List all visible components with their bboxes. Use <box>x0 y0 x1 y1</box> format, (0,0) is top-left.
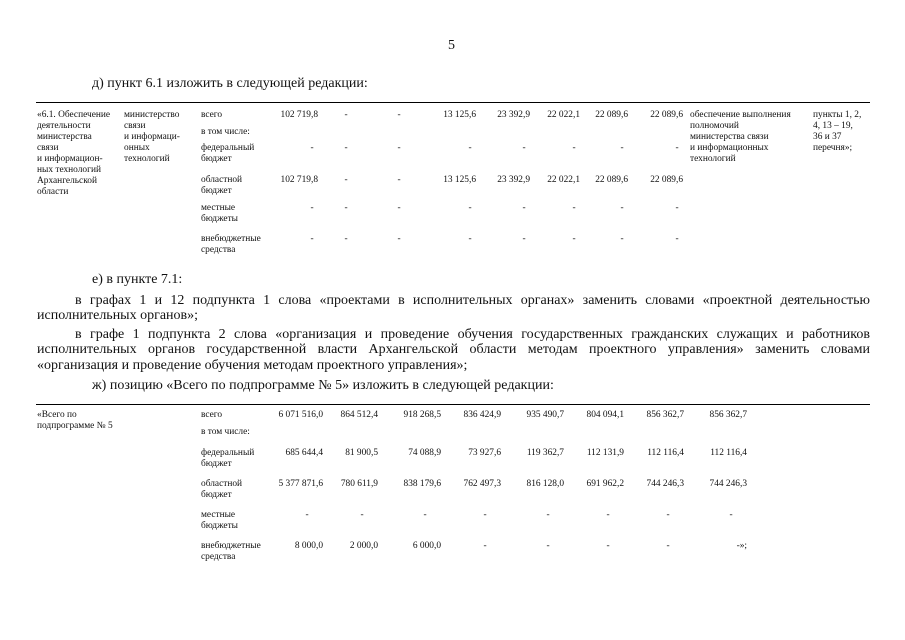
cell-funding-value: 22 089,6 <box>650 175 683 185</box>
cell-funding-value: -»; <box>736 541 747 551</box>
cell-funding-value: - <box>344 175 348 185</box>
cell-linked-points: 36 и 37 <box>813 132 842 142</box>
cell-funding-value: 864 512,4 <box>340 410 378 420</box>
cell-funding-value: 691 962,2 <box>586 479 624 489</box>
cell-funding-source: внебюджетные <box>201 234 261 244</box>
cell-funding-value: 836 424,9 <box>463 410 501 420</box>
cell-funding-value: - <box>675 143 679 153</box>
cell-program-name: «6.1. Обеспечение <box>37 110 111 120</box>
paragraph-line: исполнительных органов государственной власти Архангельской области методам проектного управления» заменить словами <box>37 342 870 357</box>
cell-expected-result: технологий <box>690 154 736 164</box>
cell-funding-value: - <box>468 203 472 213</box>
cell-funding-source: средства <box>201 245 236 255</box>
cell-funding-source: местные <box>201 510 236 520</box>
cell-executor: министерство <box>124 110 180 120</box>
cell-funding-value: - <box>344 203 348 213</box>
cell-funding-value: - <box>666 541 670 551</box>
paragraph-line: ж) позицию «Всего по подпрограмме № 5» изложить в следующей редакции: <box>92 378 554 393</box>
table2-top-rule <box>36 404 870 405</box>
cell-funding-value: 112 116,4 <box>710 448 747 458</box>
cell-funding-value: - <box>675 203 679 213</box>
cell-funding-value: - <box>620 234 624 244</box>
cell-funding-value: 23 392,9 <box>497 175 530 185</box>
cell-funding-value: 780 611,9 <box>340 479 378 489</box>
cell-funding-value: - <box>572 143 576 153</box>
cell-funding-value: 8 000,0 <box>294 541 323 551</box>
cell-funding-value: 5 377 871,6 <box>278 479 323 489</box>
cell-funding-value: 23 392,9 <box>497 110 530 120</box>
cell-funding-value: 102 719,8 <box>280 175 318 185</box>
cell-funding-source: областной <box>201 479 243 489</box>
cell-funding-value: 856 362,7 <box>709 410 747 420</box>
cell-funding-value: - <box>344 143 348 153</box>
cell-funding-source: бюджеты <box>201 214 238 224</box>
cell-funding-source: федеральный <box>201 143 255 153</box>
cell-funding-value: 6 000,0 <box>412 541 441 551</box>
cell-funding-value: - <box>397 143 401 153</box>
cell-funding-value: - <box>572 234 576 244</box>
cell-funding-value: - <box>546 541 550 551</box>
cell-total-label: «Всего по <box>37 410 77 420</box>
cell-expected-result: министерства связи <box>690 132 769 142</box>
cell-funding-value: - <box>606 510 610 520</box>
cell-expected-result: обеспечение выполнения <box>690 110 791 120</box>
page-number: 5 <box>448 38 455 53</box>
cell-funding-value: 856 362,7 <box>646 410 684 420</box>
cell-linked-points: 4, 13 – 19, <box>813 121 853 131</box>
cell-funding-value: 22 022,1 <box>547 110 580 120</box>
cell-funding-value: - <box>468 143 472 153</box>
cell-funding-value: 22 022,1 <box>547 175 580 185</box>
cell-funding-source: бюджет <box>201 490 232 500</box>
cell-funding-value: - <box>546 510 550 520</box>
cell-funding-source: бюджеты <box>201 521 238 531</box>
paragraph-line: исполнительных органов»; <box>37 308 199 323</box>
cell-funding-value: 2 000,0 <box>349 541 378 551</box>
cell-funding-source: бюджет <box>201 186 232 196</box>
cell-linked-points: перечня»; <box>813 143 853 153</box>
cell-program-name: деятельности <box>37 121 91 131</box>
cell-funding-value: 762 497,3 <box>463 479 501 489</box>
cell-funding-source: в том числе: <box>201 427 250 437</box>
cell-funding-value: - <box>397 234 401 244</box>
cell-funding-value: 112 131,9 <box>586 448 624 458</box>
cell-program-name: связи <box>37 143 59 153</box>
cell-funding-value: - <box>606 541 610 551</box>
cell-funding-value: - <box>522 203 526 213</box>
cell-program-name: и информацион- <box>37 154 103 164</box>
cell-funding-value: 6 071 516,0 <box>278 410 323 420</box>
cell-funding-source: внебюджетные <box>201 541 261 551</box>
cell-funding-value: 73 927,6 <box>468 448 501 458</box>
cell-funding-value: 119 362,7 <box>526 448 564 458</box>
cell-funding-value: 13 125,6 <box>443 175 476 185</box>
cell-program-name: Архангельской <box>37 176 97 186</box>
cell-funding-value: 22 089,6 <box>595 175 628 185</box>
paragraph-line: е) в пункте 7.1: <box>92 272 183 287</box>
cell-funding-value: - <box>310 234 314 244</box>
cell-funding-value: 74 088,9 <box>408 448 441 458</box>
cell-funding-source: областной <box>201 175 243 185</box>
paragraph-line: в графе 1 подпункта 2 слова «организация и проведение обучения государственных гражданских служащих и работников <box>75 327 870 342</box>
cell-funding-value: - <box>305 510 309 520</box>
cell-funding-value: 935 490,7 <box>526 410 564 420</box>
cell-funding-source: федеральный <box>201 448 255 458</box>
cell-funding-source: местные <box>201 203 236 213</box>
cell-funding-value: 838 179,6 <box>403 479 441 489</box>
cell-funding-source: бюджет <box>201 154 232 164</box>
cell-funding-source: средства <box>201 552 236 562</box>
cell-funding-value: - <box>620 203 624 213</box>
cell-funding-value: - <box>397 110 401 120</box>
cell-executor: и информаци- <box>124 132 180 142</box>
cell-funding-value: - <box>522 234 526 244</box>
cell-funding-value: 744 246,3 <box>646 479 684 489</box>
cell-funding-value: - <box>729 510 733 520</box>
table1-top-rule <box>36 102 870 103</box>
cell-funding-value: - <box>344 110 348 120</box>
cell-funding-value: - <box>397 175 401 185</box>
cell-program-name: министерства <box>37 132 92 142</box>
cell-funding-value: - <box>423 510 427 520</box>
cell-funding-source: в том числе: <box>201 127 250 137</box>
cell-executor: технологий <box>124 154 170 164</box>
cell-funding-value: 816 128,0 <box>526 479 564 489</box>
cell-funding-value: - <box>620 143 624 153</box>
cell-funding-source: бюджет <box>201 459 232 469</box>
cell-funding-value: - <box>483 541 487 551</box>
cell-funding-value: - <box>360 510 364 520</box>
cell-funding-value: 685 644,4 <box>285 448 323 458</box>
cell-funding-value: - <box>310 143 314 153</box>
cell-funding-value: 13 125,6 <box>443 110 476 120</box>
cell-linked-points: пункты 1, 2, <box>813 110 862 120</box>
cell-funding-value: 81 900,5 <box>345 448 378 458</box>
cell-funding-value: 804 094,1 <box>586 410 624 420</box>
paragraph-line: «организация и проведение обучения методам проектного управления»; <box>37 358 468 373</box>
cell-expected-result: полномочий <box>690 121 739 131</box>
cell-funding-source: всего <box>201 410 223 420</box>
paragraph-line: в графах 1 и 12 подпункта 1 слова «проектами в исполнительных органах» заменить словами «проектной деятельностью <box>75 293 870 308</box>
cell-funding-value: - <box>310 203 314 213</box>
cell-expected-result: и информационных <box>690 143 769 153</box>
cell-funding-value: - <box>344 234 348 244</box>
cell-funding-value: - <box>675 234 679 244</box>
cell-funding-value: - <box>468 234 472 244</box>
cell-funding-value: 22 089,6 <box>650 110 683 120</box>
cell-funding-value: 112 116,4 <box>647 448 684 458</box>
cell-program-name: ных технологий <box>37 165 101 175</box>
cell-funding-value: - <box>666 510 670 520</box>
cell-executor: онных <box>124 143 150 153</box>
cell-funding-source: всего <box>201 110 223 120</box>
cell-funding-value: - <box>522 143 526 153</box>
cell-total-label: подпрограмме № 5 <box>37 421 113 431</box>
cell-funding-value: 918 268,5 <box>403 410 441 420</box>
cell-funding-value: 22 089,6 <box>595 110 628 120</box>
cell-executor: связи <box>124 121 146 131</box>
cell-program-name: области <box>37 187 69 197</box>
paragraph-d: д) пункт 6.1 изложить в следующей редакции: <box>92 76 368 91</box>
cell-funding-value: - <box>397 203 401 213</box>
cell-funding-value: 744 246,3 <box>709 479 747 489</box>
cell-funding-value: - <box>483 510 487 520</box>
cell-funding-value: - <box>572 203 576 213</box>
cell-funding-value: 102 719,8 <box>280 110 318 120</box>
